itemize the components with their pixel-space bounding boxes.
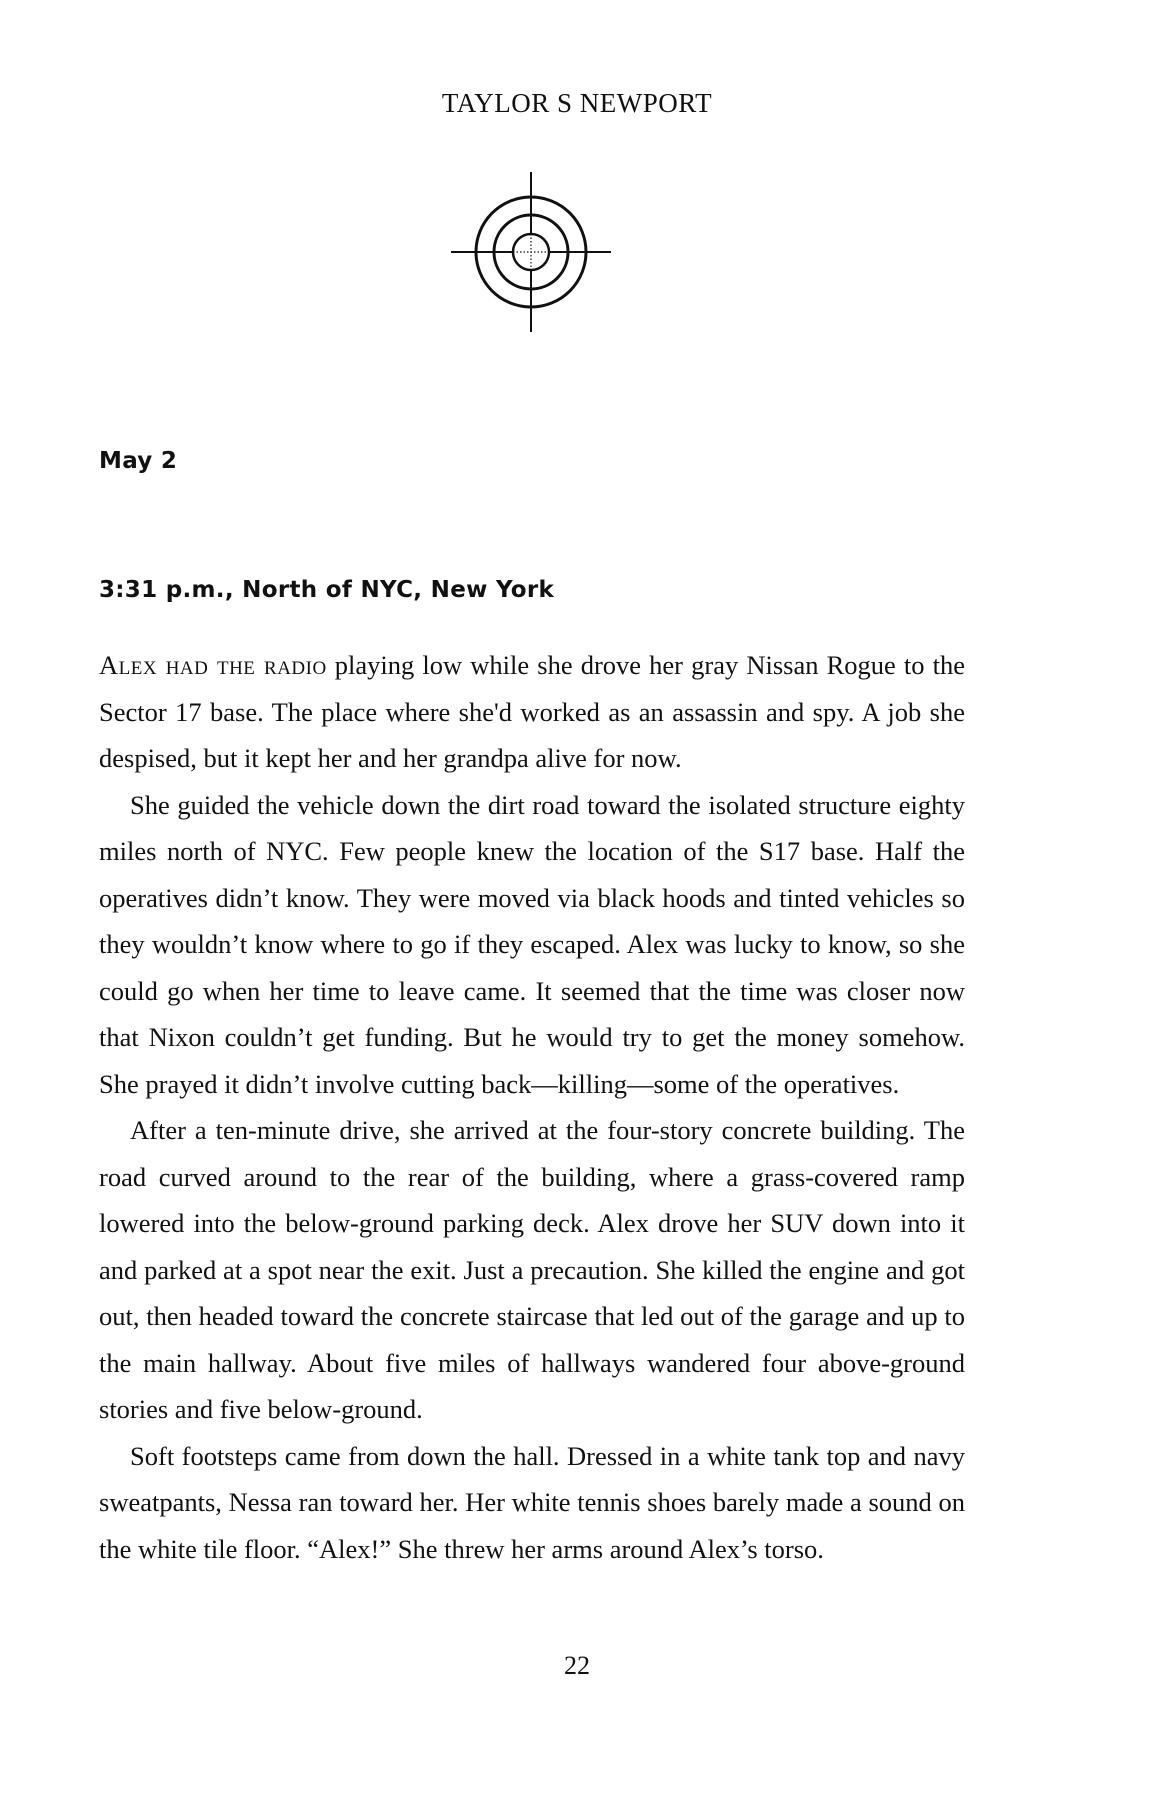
crosshair-target-icon [451,172,611,332]
paragraph: Soft footsteps came from down the hall. Dressed in a white tank top and navy sweatpants, Nessa ran toward her. Her white tennis shoes barely made a sound on the white tile floor. “Alex!” She threw her arms around Alex’s torso. [99,1440,965,1564]
lead-in-small-caps: Alex had the radio [99,650,327,680]
body-text [99,642,965,1572]
page-number: 22 [564,1651,590,1680]
date-heading: May 2 [99,448,178,474]
paragraph-text: playing low while she drove her gray Nissan Rogue to the Sector 17 base. The place where she'd worked as an assassin and spy. A job she despised, but it kept her and her grandpa alive for now. [99,650,965,773]
paragraph: After a ten-minute drive, she arrived at the four-story concrete building. The road curved around to the rear of the building, where a grass-covered ramp lowered into the below-ground parking deck. Alex drove her SUV down into it and parked at a spot near the exit. Just a precaution. She killed the engine and got out, then headed toward the concrete staircase that led out of the garage and up to the main hallway. About five miles of hallways wandered four above-ground stories and five below-ground. [99,1115,965,1424]
paragraph [99,642,965,782]
paragraph: She guided the vehicle down the dirt road toward the isolated structure eighty miles north of NYC. Few people knew the location of the S17 base. Half the operatives didn’t know. They were moved via black hoods and tinted vehicles so they wouldn’t know where to go if they escaped. Alex was lucky to know, so she could go when her time to leave came. It seemed that the time was closer now that Nixon couldn’t get funding. But he would try to get the money somehow. She prayed it didn’t involve cutting back—killing—some of the operatives. [99,789,965,1099]
running-head: TAYLOR S NEWPORT [441,88,713,118]
time-location-heading: 3:31 p.m., North of NYC, New York [99,577,555,603]
